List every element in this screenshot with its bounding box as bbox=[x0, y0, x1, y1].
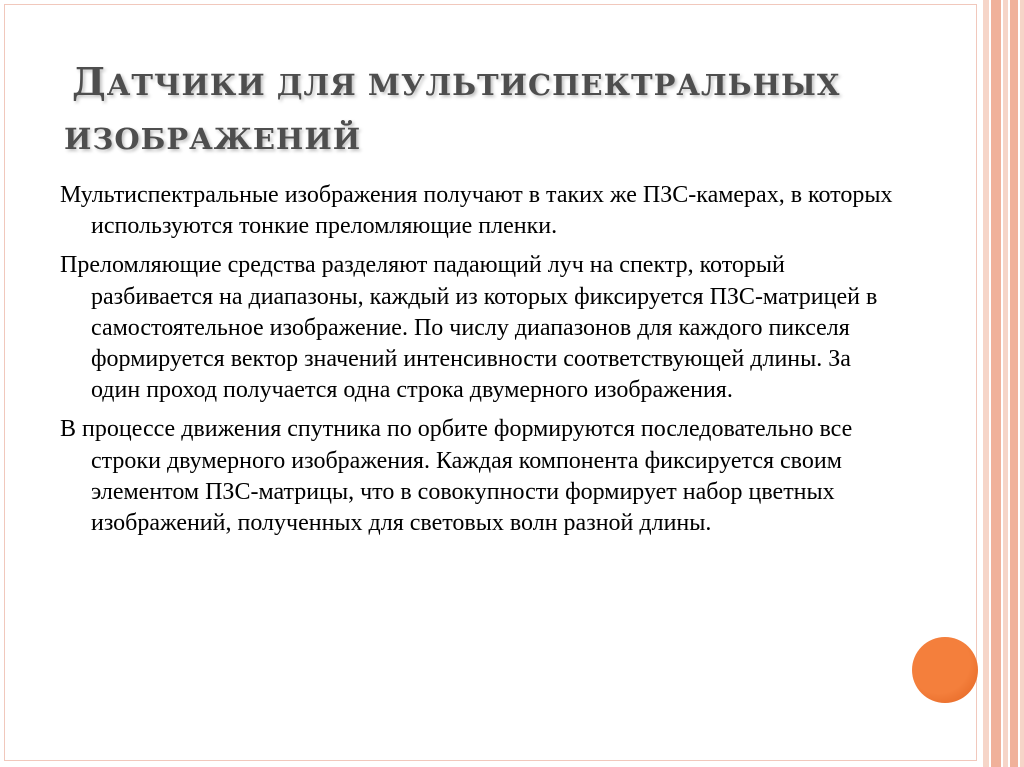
title-line-2: ИЗОБРАЖЕНИЙ bbox=[64, 122, 362, 156]
right-stripe-1 bbox=[983, 0, 989, 767]
paragraph-1: Мультиспектральные изображения получают в таких же ПЗС-камерах, в которых используются тонкие преломляющие пленки. bbox=[60, 182, 893, 240]
right-stripe-3 bbox=[1003, 0, 1008, 767]
orange-circle-icon bbox=[912, 637, 978, 703]
paragraph-3: В процессе движения спутника по орбите формируются последовательно все строки двумерного изображения. Каждая компонента фиксируется своим элементом ПЗС-матрицы, что в совокупности формирует набор цветных изображений, полученных для световых волн разной длины. bbox=[60, 416, 853, 537]
right-stripe-5 bbox=[1020, 0, 1024, 767]
title-line-1-text: АТЧИКИ ДЛЯ МУЛЬТИСПЕКТРАЛЬНЫХ bbox=[106, 68, 841, 102]
slide-body bbox=[60, 180, 900, 547]
slide-title bbox=[64, 55, 944, 166]
paragraph-2: Преломляющие средства разделяют падающий луч на спектр, который разбивается на диапазоны, каждый из которых фиксируется ПЗС-матрицей в самостоятельное изображение. По числу диапазонов для каждого пикселя формируется вектор значений интенсивности соответствующей длины. За один проход получается одна строка двумерного изображения. bbox=[60, 252, 878, 404]
right-stripe-2 bbox=[991, 0, 1001, 767]
right-stripe-4 bbox=[1010, 0, 1018, 767]
title-initial-capital: Д bbox=[72, 59, 107, 104]
title-line-1 bbox=[64, 55, 944, 112]
